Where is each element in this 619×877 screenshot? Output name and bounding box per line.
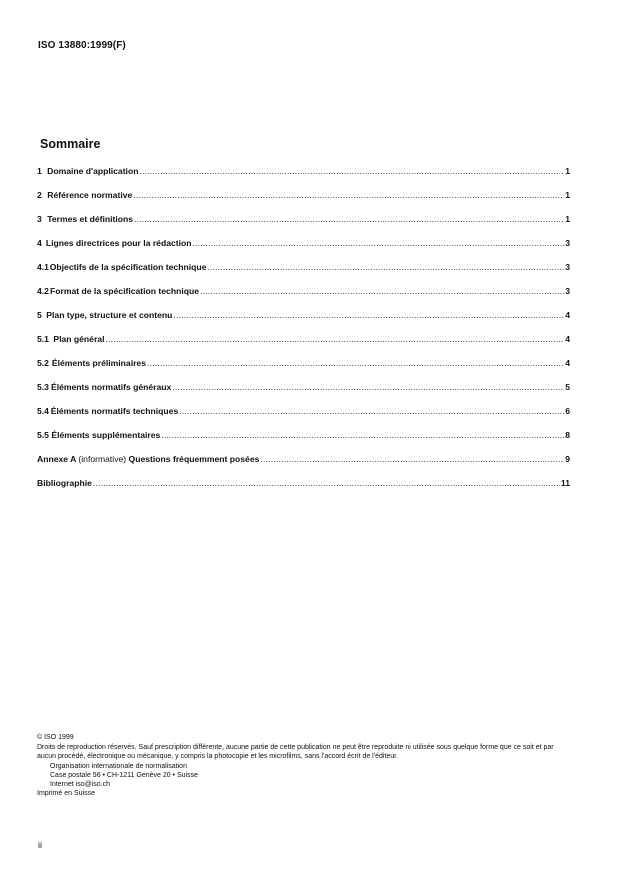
- toc-entry-label: Bibliographie: [37, 478, 92, 488]
- dot-leader: [173, 310, 564, 320]
- toc-entry-number: 5: [37, 310, 42, 320]
- table-of-contents: [37, 166, 570, 502]
- postal-address: Case postale 56 • CH-1211 Genève 20 • Suisse: [50, 771, 198, 779]
- toc-entry-number: 5.3: [37, 382, 49, 392]
- toc-entry-number: 5.2: [37, 358, 49, 368]
- toc-entry-number: 4.2: [37, 286, 49, 296]
- toc-entry-number: 5.1: [37, 334, 49, 344]
- toc-entry-label: Éléments normatifs généraux: [50, 382, 172, 392]
- toc-entry-4[interactable]: [37, 238, 570, 262]
- toc-entry-bibliography[interactable]: [37, 478, 570, 502]
- internet-contact: Internet iso@iso.ch: [50, 781, 111, 789]
- toc-entry-page: 1: [565, 214, 570, 224]
- toc-entry-5-2[interactable]: [37, 358, 570, 382]
- document-id: ISO 13880:1999(F): [38, 40, 126, 51]
- toc-entry-label: Plan général: [53, 334, 105, 344]
- toc-entry-page: 4: [565, 334, 570, 344]
- toc-entry-annex-a[interactable]: [37, 454, 570, 478]
- dot-leader: [134, 214, 564, 224]
- toc-entry-label: Lignes directrices pour la rédaction: [45, 238, 192, 248]
- copyright-notice: © ISO 1999: [37, 734, 74, 741]
- toc-entry-number: 4: [37, 238, 42, 248]
- copyright-block: [37, 733, 572, 798]
- toc-entry-page: 5: [565, 382, 570, 392]
- toc-entry-label: Plan type, structure et contenu: [46, 310, 173, 320]
- annex-title: Questions fréquemment posées: [128, 454, 260, 464]
- toc-entry-label: Éléments supplémentaires: [51, 430, 161, 440]
- toc-entry-label: Référence normative: [47, 190, 133, 200]
- toc-entry-number: 4.1: [37, 262, 49, 272]
- dot-leader: [172, 382, 564, 392]
- dot-leader: [105, 334, 564, 344]
- toc-entry-page: 3: [565, 238, 570, 248]
- toc-entry-5-3[interactable]: [37, 382, 570, 406]
- toc-entry-number: 3: [37, 214, 42, 224]
- toc-entry-page: 8: [565, 430, 570, 440]
- dot-leader: [139, 166, 564, 176]
- dot-leader: [147, 358, 564, 368]
- toc-entry-4-2[interactable]: [37, 286, 570, 310]
- toc-entry-page: 9: [565, 454, 570, 464]
- toc-entry-label: Objectifs de la spécification technique: [49, 262, 207, 272]
- toc-entry-1[interactable]: [37, 166, 570, 190]
- toc-entry-page: 11: [560, 478, 570, 488]
- toc-entry-number: 2: [37, 190, 42, 200]
- dot-leader: [207, 262, 564, 272]
- reproduction-rights: Droits de reproduction réservés. Sauf prescription différente, aucune partie de cette publication ne peut être reproduite ni utilisée sous quelque forme que ce soit et par aucun procédé, électronique ou mécanique, y compris la photocopie et les microfilms, sans l'accord écrit de l'éditeur.: [37, 744, 554, 761]
- toc-entry-label: Éléments normatifs techniques: [50, 406, 179, 416]
- printed-in: Imprimé en Suisse: [37, 790, 95, 798]
- toc-entry-page: 3: [565, 286, 570, 296]
- toc-entry-5-4[interactable]: [37, 406, 570, 430]
- toc-entry-label: Domaine d'application: [47, 166, 139, 176]
- toc-entry-page: 6: [565, 406, 570, 416]
- organisation-name: Organisation internationale de normalisation: [50, 762, 187, 770]
- toc-entry-number: 5.4: [37, 406, 49, 416]
- toc-entry-4-1[interactable]: [37, 262, 570, 286]
- toc-entry-label: Format de la spécification technique: [50, 286, 199, 296]
- toc-entry-number: 1: [37, 166, 42, 176]
- page-number: ii: [38, 840, 42, 850]
- toc-entry-page: 4: [565, 310, 570, 320]
- dot-leader: [193, 238, 565, 248]
- toc-title: Sommaire: [40, 137, 101, 151]
- toc-entry-5-5[interactable]: [37, 430, 570, 454]
- annex-prefix: Annexe A: [37, 454, 76, 464]
- dot-leader: [260, 454, 564, 464]
- dot-leader: [200, 286, 564, 296]
- toc-entry-2[interactable]: [37, 190, 570, 214]
- toc-entry-label: Éléments préliminaires: [51, 358, 146, 368]
- toc-entry-number: 5.5: [37, 430, 49, 440]
- toc-entry-page: 4: [565, 358, 570, 368]
- toc-entry-5[interactable]: [37, 310, 570, 334]
- toc-entry-3[interactable]: [37, 214, 570, 238]
- annex-qualifier: (informative): [78, 454, 127, 464]
- toc-annex-label: [37, 454, 259, 464]
- dot-leader: [179, 406, 564, 416]
- dot-leader: [161, 430, 564, 440]
- toc-entry-page: 3: [565, 262, 570, 272]
- dot-leader: [93, 478, 560, 488]
- dot-leader: [133, 190, 564, 200]
- toc-entry-label: Termes et définitions: [47, 214, 134, 224]
- toc-entry-page: 1: [565, 190, 570, 200]
- toc-entry-page: 1: [565, 166, 570, 176]
- toc-entry-5-1[interactable]: [37, 334, 570, 358]
